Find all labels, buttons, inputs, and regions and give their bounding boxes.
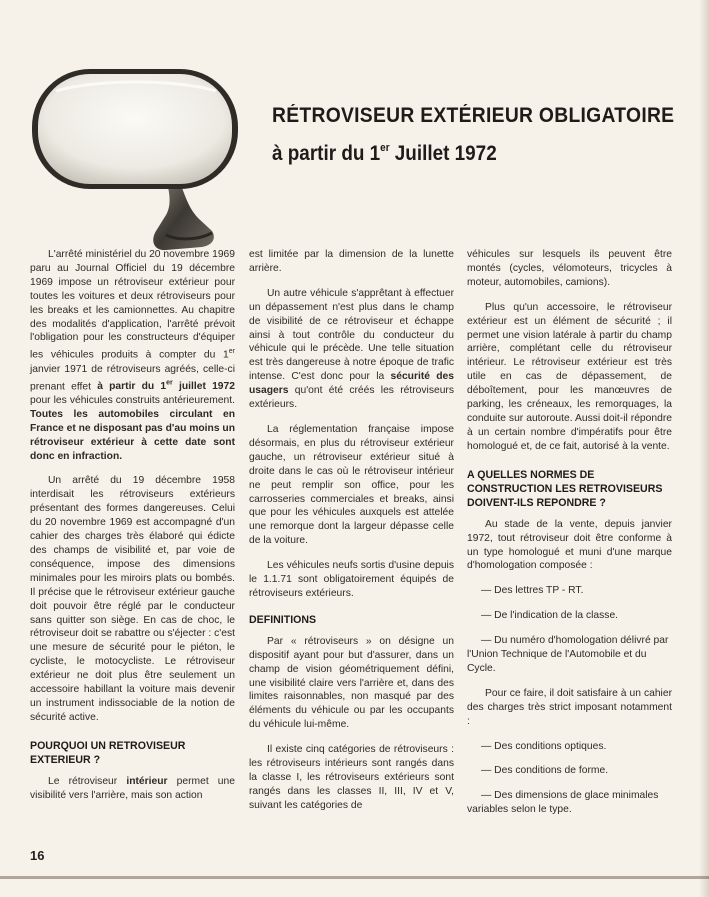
- col1-p1-bold-3: Toutes les automobiles circulant en France et ne disposant pas d'au moins un rétroviseur extérieur à cette date sont donc en infraction.: [30, 408, 235, 462]
- col3-list-1: [467, 584, 672, 676]
- col2-paragraph-2: [249, 287, 454, 412]
- list-item: — Des conditions de forme.: [481, 765, 609, 777]
- col1-p1-sup: er: [228, 348, 235, 356]
- title-line-1: RÉTROVISEUR EXTÉRIEUR OBLIGATOIRE: [272, 104, 675, 127]
- col1-paragraph-3: [30, 775, 235, 803]
- col2-paragraph-3: La réglementation française impose désormais, en plus du rétroviseur extérieur gauche, un rétroviseur extérieur situé à droite dans le cas où le rétroviseur intérieur ne peut remplir son office, pour les carrosseries commerciales et breaks, ainsi que pour les véhicules auxquels est attelée une remorque dont la largeur dépasse celle de la voiture.: [249, 423, 454, 547]
- col3-heading: A QUELLES NORMES DE CONSTRUCTION LES RETROVISEURS DOIVENT-ILS REPONDRE ?: [467, 468, 663, 509]
- title-line-2-suffix: Juillet 1972: [389, 142, 497, 165]
- col1-p1-text-c: pour les véhicules construits antérieurement.: [30, 394, 235, 406]
- col1-p1-text-b: janvier 1971 de rétroviseurs agréés, celle-ci prenant effet: [30, 363, 235, 392]
- title-line-2: [272, 142, 650, 166]
- list-item: — Des dimensions de glace minimales variables selon le type.: [467, 790, 659, 816]
- col2-paragraph-1: est limitée par la dimension de la lunette arrière.: [249, 249, 454, 274]
- list-item: — De l'indication de la classe.: [481, 610, 619, 622]
- list-item: — Des conditions optiques.: [481, 740, 607, 752]
- col2-paragraph-5: Par « rétroviseurs » on désigne un dispositif ayant pour but d'assurer, dans un champ de vision géométriquement défini, une visibilité claire vers l'arrière et, dans des limites raisonnables, non masqué par des éléments du véhicule ou par les occupants du véhicule lui-même.: [249, 635, 454, 731]
- page-edge-shadow: [699, 0, 709, 897]
- col1-p1-bold-sup: er: [166, 379, 173, 387]
- list-item: — Du numéro d'homologation délivré par l'Union Technique de l'Automobile et du Cycle.: [467, 635, 669, 674]
- col2-heading: DEFINITIONS: [249, 613, 317, 626]
- col2-p2-text-a: Un autre véhicule s'apprêtant à effectuer un dépassement n'est plus dans le champ de visibilité de ce rétroviseur et échappe ainsi à tout contrôle du conducteur du véhicule qui le précède. Une telle situation est très dangereuse à notre époque de trafic intense. C'est donc pour la: [249, 287, 454, 383]
- title-line-2-sup: er: [380, 142, 390, 154]
- col1-p1-bold-2: juillet 1972: [172, 381, 235, 392]
- col1-paragraph-2: Un arrêté du 19 décembre 1958 interdisait les rétroviseurs extérieurs présentant des formes dangereuses. Celui du 20 novembre 1969 est accompagné d'un cahier des charges très élaboré qui édicte des champs de visibilité et, par voie de conséquence, impose des dimensions minimales pour les miroirs plats ou bombés. Il précise que le rétroviseur extérieur gauche doit pouvoir être réglé par le conducteur sans quitter son siège. En cas de choc, le rétroviseur doit se rabattre ou s'éjecter : c'est une mesure de sécurité pour le piéton, le cycliste, le motocycliste. Le rétroviseur extérieur ne doit plus être seulement un accessoire habillant la voiture mais devenir un instrument indissociable de la notion de sécurité active.: [30, 475, 235, 723]
- list-item: — Des lettres TP - RT.: [481, 585, 584, 597]
- col1-p1-bold-1: à partir du 1: [97, 381, 167, 392]
- col3-paragraph-4: Pour ce faire, il doit satisfaire à un cahier des charges très strict imposant notamment :: [467, 687, 672, 727]
- col3-paragraph-2: Plus qu'un accessoire, le rétroviseur extérieur est un élément de sécurité ; il permet une vision latérale à partir du champ arrière, complétant celle du rétroviseur intérieur. Le rétroviseur extérieur est très utile en cas de dépassement, de déboîtement, pour les manœuvres de parking, les créneaux, les remorquages, la conduite sur autoroute. Aussi doit-il répondre à un certain nombre d'impératifs pour être homologué et, de ce fait, autorisé à la vente.: [467, 301, 672, 452]
- col3-paragraph-3: Au stade de la vente, depuis janvier 1972, tout rétroviseur doit être conforme à un type homologué et muni d'une marque d'homologation composée :: [467, 518, 672, 572]
- rear-view-mirror-photo: [26, 55, 248, 255]
- page-bottom-edge: [0, 876, 709, 879]
- col2-p2-text-b: qu'ont été créés les rétroviseurs extérieurs.: [249, 385, 454, 411]
- col1-p3-text-a: Le rétroviseur: [48, 775, 127, 787]
- col2-paragraph-4: Les véhicules neufs sortis d'usine depuis le 1.1.71 sont obligatoirement équipés de rétroviseurs extérieurs.: [249, 560, 454, 599]
- col1-heading: POURQUOI UN RETROVISEUR EXTERIEUR ?: [30, 739, 186, 766]
- col1-p1-text-a: L'arrêté ministériel du 20 novembre 1969 paru au Journal Officiel du 19 décembre 1969 impose un rétroviseur extérieur pour toutes les voitures et deux rétroviseurs pour les breaks et les camionnettes. Au chapitre des modalités d'application, l'arrêté prévoit l'obligation pour les constructeurs d'équiper les véhicules produits à compter du 1: [30, 249, 235, 361]
- col3-list-2: [467, 740, 672, 818]
- column-1: [30, 248, 235, 814]
- article-title: [272, 104, 692, 166]
- col1-p3-bold: intérieur: [126, 775, 168, 787]
- title-line-2-prefix: à partir du 1: [272, 142, 381, 165]
- col1-p3-text-b: permet une visibilité vers l'arrière, mais son action: [30, 775, 235, 801]
- col2-paragraph-6: Il existe cinq catégories de rétroviseurs : les rétroviseurs intérieurs sont rangés dans la classe I, les rétroviseurs extérieurs sont rangés dans les classes II, III, IV et V, suivant les catégories de: [249, 744, 454, 811]
- page-number: 16: [30, 848, 45, 863]
- col1-paragraph-1: [30, 248, 235, 463]
- col2-p2-bold: sécurité des usagers: [249, 371, 454, 397]
- col3-paragraph-1: véhicules sur lesquels ils peuvent être montés (cycles, vélomoteurs, tricycles à moteur, automobiles, camions).: [467, 249, 672, 288]
- column-3: [467, 248, 672, 828]
- column-2: [249, 248, 454, 824]
